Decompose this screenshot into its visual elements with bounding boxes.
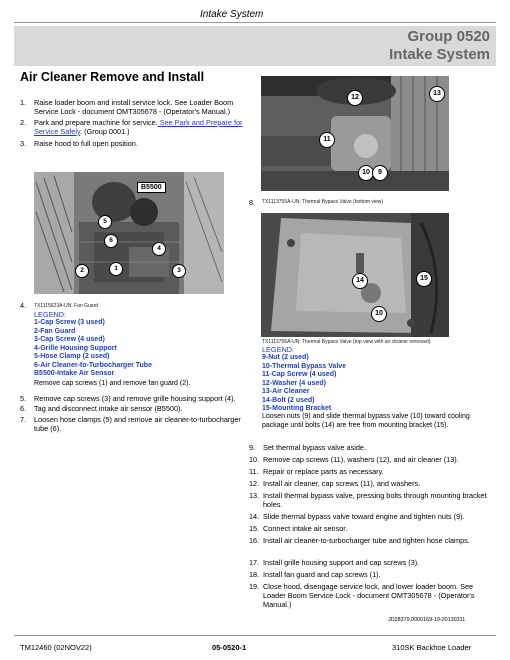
step-number: 9. bbox=[249, 443, 256, 452]
step-text: Close hood, disengage service lock, and lower loader boom. See Loader Boom Service Lock - document OMT305678 - (Operator's Manual.) bbox=[263, 582, 475, 609]
step-text: Remove cap screws (11), washers (12), and air cleaner (13). bbox=[263, 455, 459, 464]
step-4-number bbox=[20, 301, 26, 310]
step-text: Install fan guard and cap screws (1). bbox=[263, 570, 381, 579]
callout-13: 13 bbox=[429, 86, 445, 102]
document-identifier: JD28379,0000169-19-20130311 bbox=[388, 617, 466, 623]
step-text: Install air cleaner, cap screws (11), and washers. bbox=[263, 479, 421, 488]
step-number: 14. bbox=[249, 512, 260, 521]
fig1-legend bbox=[34, 319, 249, 379]
step-number: 8. bbox=[249, 198, 256, 207]
footer-machine: 310SK Backhoe Loader bbox=[392, 643, 472, 652]
callout-b5500: B5500 bbox=[137, 182, 166, 193]
bypass-valve-top-photo bbox=[261, 213, 449, 337]
footer-manual-id: TM12460 (02NOV22) bbox=[20, 643, 92, 652]
step-text: Install grille housing support and cap screws (3). bbox=[263, 558, 420, 567]
callout-1: 1 bbox=[109, 262, 123, 276]
step-10 bbox=[249, 455, 495, 465]
legend-item: 1-Cap Screw (3 used) bbox=[34, 319, 105, 326]
callout-2: 2 bbox=[75, 264, 89, 278]
callout-15: 15 bbox=[416, 271, 432, 287]
step-text: Install thermal bypass valve, pressing bolts through mounting bracket holes. bbox=[263, 491, 487, 509]
step-text-end: . (Group 0001.) bbox=[80, 127, 130, 136]
step-2 bbox=[20, 118, 255, 138]
step-number: 12. bbox=[249, 479, 260, 488]
legend-item: 12-Washer (4 used) bbox=[262, 379, 326, 387]
section-title: Air Cleaner Remove and Install bbox=[20, 70, 205, 84]
step-13 bbox=[249, 491, 495, 511]
group-number: Group 0520 bbox=[407, 28, 490, 45]
step-text: Repair or replace parts as necessary. bbox=[263, 467, 384, 476]
callout-11: 11 bbox=[319, 132, 335, 148]
step-11 bbox=[249, 467, 495, 477]
step-number: 13. bbox=[249, 491, 260, 500]
legend-item: 15-Mounting Bracket bbox=[262, 405, 332, 412]
footer-page-number: 05-0520-1 bbox=[212, 643, 247, 652]
step-number: 4. bbox=[20, 301, 27, 310]
callout-12: 12 bbox=[347, 90, 363, 106]
step-8-text: Loosen nuts (9) and slide thermal bypass valve (10) toward cooling package until bolts (14) are free from mounting bracket (15). bbox=[262, 413, 470, 429]
callout-10b: 10 bbox=[371, 306, 387, 322]
step-number: 16. bbox=[249, 536, 260, 545]
header-rule bbox=[14, 22, 496, 23]
fig3-caption: TX1113756A-UN: Thermal Bypass Valve (top view with air cleaner removed) bbox=[262, 339, 431, 345]
step-text: Raise loader boom and install service lock. See Loader Boom Service Lock - document OMT305678 - (Operator's Manual.) bbox=[34, 98, 234, 116]
step-18 bbox=[249, 570, 495, 580]
legend-item: 14-Bolt (2 used) bbox=[262, 396, 315, 404]
callout-5: 5 bbox=[98, 215, 112, 229]
callout-6: 6 bbox=[104, 234, 118, 248]
step-text: Loosen hose clamps (5) and remove air cleaner-to-turbocharger tube (6). bbox=[34, 415, 241, 433]
legend-item: 9-Nut (2 used) bbox=[262, 354, 309, 361]
step-number: 6. bbox=[20, 404, 27, 413]
step-7 bbox=[20, 415, 255, 435]
step-16 bbox=[249, 536, 495, 556]
fig2-caption: TX1113755A-UN: Thermal Bypass Valve (bottom view) bbox=[262, 199, 384, 205]
callout-3: 3 bbox=[172, 264, 186, 278]
footer-rule bbox=[14, 635, 496, 636]
step-15 bbox=[249, 524, 495, 534]
fan-guard-photo bbox=[34, 172, 224, 294]
step-number: 5. bbox=[20, 394, 27, 403]
legend-item: B5500-Intake Air Sensor bbox=[34, 370, 115, 377]
step-8-number bbox=[249, 198, 255, 207]
legend-item: 10-Thermal Bypass Valve bbox=[262, 362, 347, 370]
callout-4: 4 bbox=[152, 242, 166, 256]
legend-item: 6-Air Cleaner-to-Turbocharger Tube bbox=[34, 361, 152, 369]
step-14 bbox=[249, 512, 495, 522]
step-number: 11. bbox=[249, 467, 259, 476]
legend-item: 13-Air Cleaner bbox=[262, 388, 310, 395]
fig3-legend-title: LEGEND: bbox=[262, 345, 295, 354]
step-number: 3. bbox=[20, 139, 27, 148]
step-number: 1. bbox=[20, 98, 27, 107]
step-text: Connect intake air sensor. bbox=[263, 524, 348, 533]
step-number: 19. bbox=[249, 582, 260, 591]
step-number: 15. bbox=[249, 524, 260, 533]
step-text: Remove cap screws (3) and remove grille housing support (4). bbox=[34, 394, 236, 403]
fig3-legend bbox=[262, 354, 492, 414]
step-text: Set thermal bypass valve aside. bbox=[263, 443, 367, 452]
callout-14: 14 bbox=[352, 273, 368, 289]
step-6 bbox=[20, 404, 255, 414]
step-4-text: Remove cap screws (1) and remove fan guard (2). bbox=[34, 380, 191, 387]
running-title: Intake System bbox=[200, 9, 264, 20]
step-number: 2. bbox=[20, 118, 27, 127]
step-text: Raise hood to full open position. bbox=[34, 139, 138, 148]
callout-10: 10 bbox=[358, 165, 374, 181]
callout-9: 9 bbox=[372, 165, 388, 181]
step-number: 17. bbox=[249, 558, 260, 567]
step-12 bbox=[249, 479, 495, 489]
step-text: Install air cleaner-to-turbocharger tube and tighten hose clamps. bbox=[263, 536, 470, 545]
legend-item: 3-Cap Screw (4 used) bbox=[34, 336, 105, 343]
step-number: 10. bbox=[249, 455, 260, 464]
step-number: 18. bbox=[249, 570, 260, 579]
fig1-legend-title: LEGEND: bbox=[34, 310, 67, 319]
step-3 bbox=[20, 139, 255, 149]
step-5 bbox=[20, 394, 255, 404]
step-text: Park and prepare machine for service. bbox=[34, 118, 158, 127]
legend-item: 2-Fan Guard bbox=[34, 327, 76, 335]
park-prepare-link[interactable]: See Park and Prepare for Service Safely bbox=[34, 118, 243, 136]
bypass-valve-bottom-photo bbox=[261, 76, 449, 191]
fig1-caption: TX1115623A-UN: Fan Guard bbox=[34, 303, 99, 309]
legend-item: 5-Hose Clamp (2 used) bbox=[34, 353, 110, 360]
step-text: Tag and disconnect intake air sensor (B5500). bbox=[34, 404, 183, 413]
step-19 bbox=[249, 582, 495, 610]
step-number: 7. bbox=[20, 415, 27, 424]
step-1 bbox=[20, 98, 255, 118]
legend-item: 4-Grille Housing Support bbox=[34, 344, 117, 352]
step-17 bbox=[249, 558, 495, 568]
legend-item: 11-Cap Screw (4 used) bbox=[262, 371, 337, 378]
group-title: Intake System bbox=[389, 46, 490, 63]
step-text: Slide thermal bypass valve toward engine and tighten nuts (9). bbox=[263, 512, 465, 521]
step-9 bbox=[249, 443, 495, 453]
